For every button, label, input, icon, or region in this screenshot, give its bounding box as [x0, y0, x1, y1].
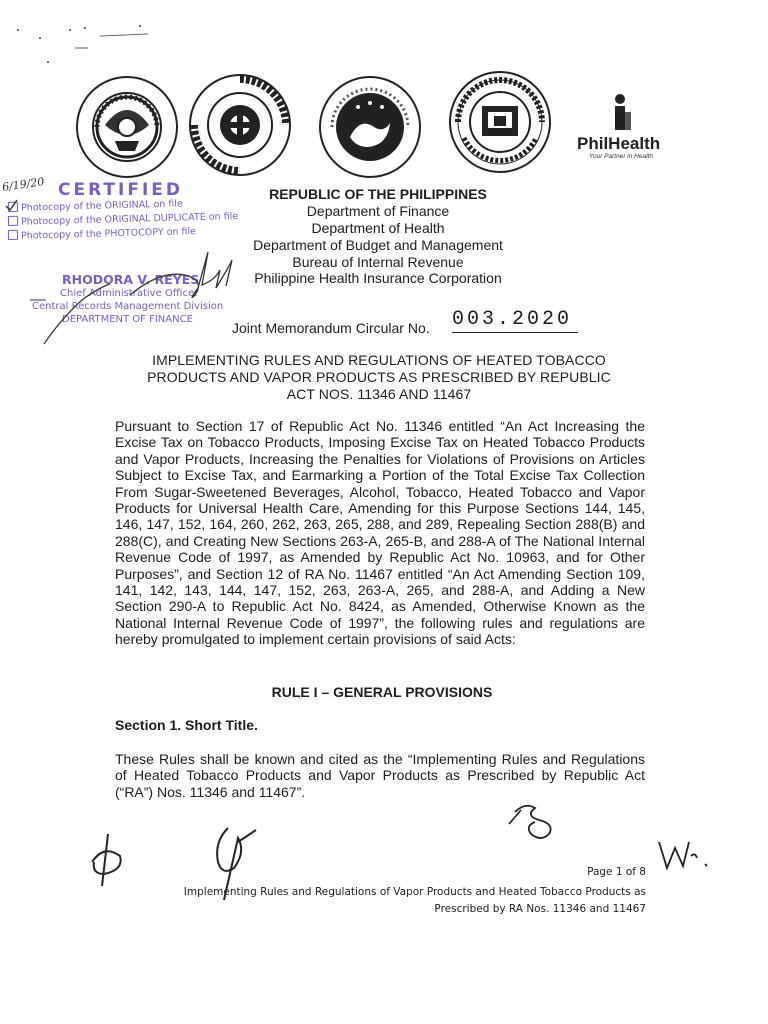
section-heading: Section 1. Short Title. — [115, 717, 258, 733]
agency-dbm: Department of Budget and Management — [253, 237, 503, 253]
stamp-signatory-title: Chief Administrative Officer — [60, 288, 199, 299]
footer-line-2: Prescribed by RA Nos. 11346 and 11467 — [434, 903, 646, 915]
stamp-signatory-name: RHODORA V. REYES — [62, 272, 200, 287]
certified-stamp-title: CERTIFIED — [58, 180, 183, 200]
agency-philhealth: Philippine Health Insurance Corporation — [254, 270, 502, 286]
page-number: Page 1 of 8 — [587, 866, 646, 878]
agency-bir: Bureau of Internal Revenue — [292, 254, 464, 270]
agency-dof: Department of Finance — [306, 203, 450, 219]
rule-heading: RULE I – GENERAL PROVISIONS — [271, 684, 493, 700]
document-title-line-1: IMPLEMENTING RULES AND REGULATIONS OF HEATED TOBACCO — [152, 352, 606, 368]
certified-option-original: Photocopy of the ORIGINAL on file — [8, 197, 183, 214]
checkbox-icon — [8, 216, 18, 226]
stamp-division: Central Records Management Division — [32, 301, 224, 312]
certifier-signature — [20, 240, 250, 350]
document-title-line-2: PRODUCTS AND VAPOR PRODUCTS AS PRESCRIBED BY REPUBLIC — [147, 369, 611, 385]
philhealth-logo — [575, 92, 685, 162]
scan-marks — [10, 18, 160, 68]
section-text: These Rules shall be known and cited as the “Implementing Rules and Regulations of Heated Tobacco Products and Vapor Products as Prescribed by Republic Act (“RA”) Nos. 11346 and 11467”. — [115, 751, 645, 800]
certified-option-photocopy: Photocopy of the PHOTOCOPY on file — [8, 225, 196, 242]
republic-heading: REPUBLIC OF THE PHILIPPINES — [269, 186, 487, 202]
philhealth-name: PhilHealth — [577, 134, 661, 153]
agency-doh: Department of Health — [311, 220, 445, 236]
department-of-finance-seal — [75, 75, 179, 179]
circular-number: 003.2020 — [452, 308, 578, 333]
certified-option-duplicate: Photocopy of the ORIGINAL DUPLICATE on file — [8, 210, 238, 228]
department-of-budget-and-management-seal — [318, 75, 422, 179]
footer-line-1: Implementing Rules and Regulations of Vapor Products and Heated Tobacco Products as — [183, 886, 646, 898]
preamble-paragraph: Pursuant to Section 17 of Republic Act No. 11346 entitled “An Act Increasing the Excise Tax on Tobacco Products, Imposing Excise Tax on Heated Tobacco Products and Vapor Products, Increasing the Penalties for Violations of Provisions on Articles Subject to Excise Tax, and Earmarking a Portion of the Total Excise Tax Collection From Sugar-Sweetened Beverages, Alcohol, Tobacco, Heated Tobacco and Vapor Products for Universal Health Care, Amending for this Purpose Sections 144, 145, 146, 147, 152, 164, 260, 262, 263, 265, 288, and 289, Repealing Section 288(B) and 288(C), and Creating New Sections 263-A, 265-B, and 288-A of The National Internal Revenue Code of 1997, as Amended by Republic Act No. 10963, and for Other Purposes”, and Section 12 of RA No. 11467 entitled “An Act Amending Section 109, 141, 142, 143, 144, 147, 152, 263, 263-A, 265, and 288-A, and Adding a New Section 290-A to Republic Act No. 8424, as Amended, Otherwise Known as the National Internal Revenue Code of 1997”, the following rules and regulations are hereby promulgated to implement certain provisions of said Acts: — [115, 418, 645, 648]
document-title-line-3: ACT NOS. 11346 AND 11467 — [286, 386, 472, 402]
check-mark-icon — [3, 198, 19, 214]
philhealth-figure-icon — [611, 92, 635, 134]
handwritten-date: 6/19/20 — [1, 175, 46, 194]
initial-signature-left — [84, 828, 134, 888]
checkbox-icon — [8, 230, 18, 240]
initial-signature-right — [505, 800, 565, 845]
department-of-health-seal — [188, 73, 292, 177]
bureau-of-internal-revenue-seal — [448, 70, 552, 174]
circular-label: Joint Memorandum Circular No. — [232, 320, 430, 336]
philhealth-tagline: Your Partner in Health — [589, 153, 653, 160]
initial-signature-margin — [655, 836, 715, 876]
stamp-department: DEPARTMENT OF FINANCE — [62, 314, 193, 325]
